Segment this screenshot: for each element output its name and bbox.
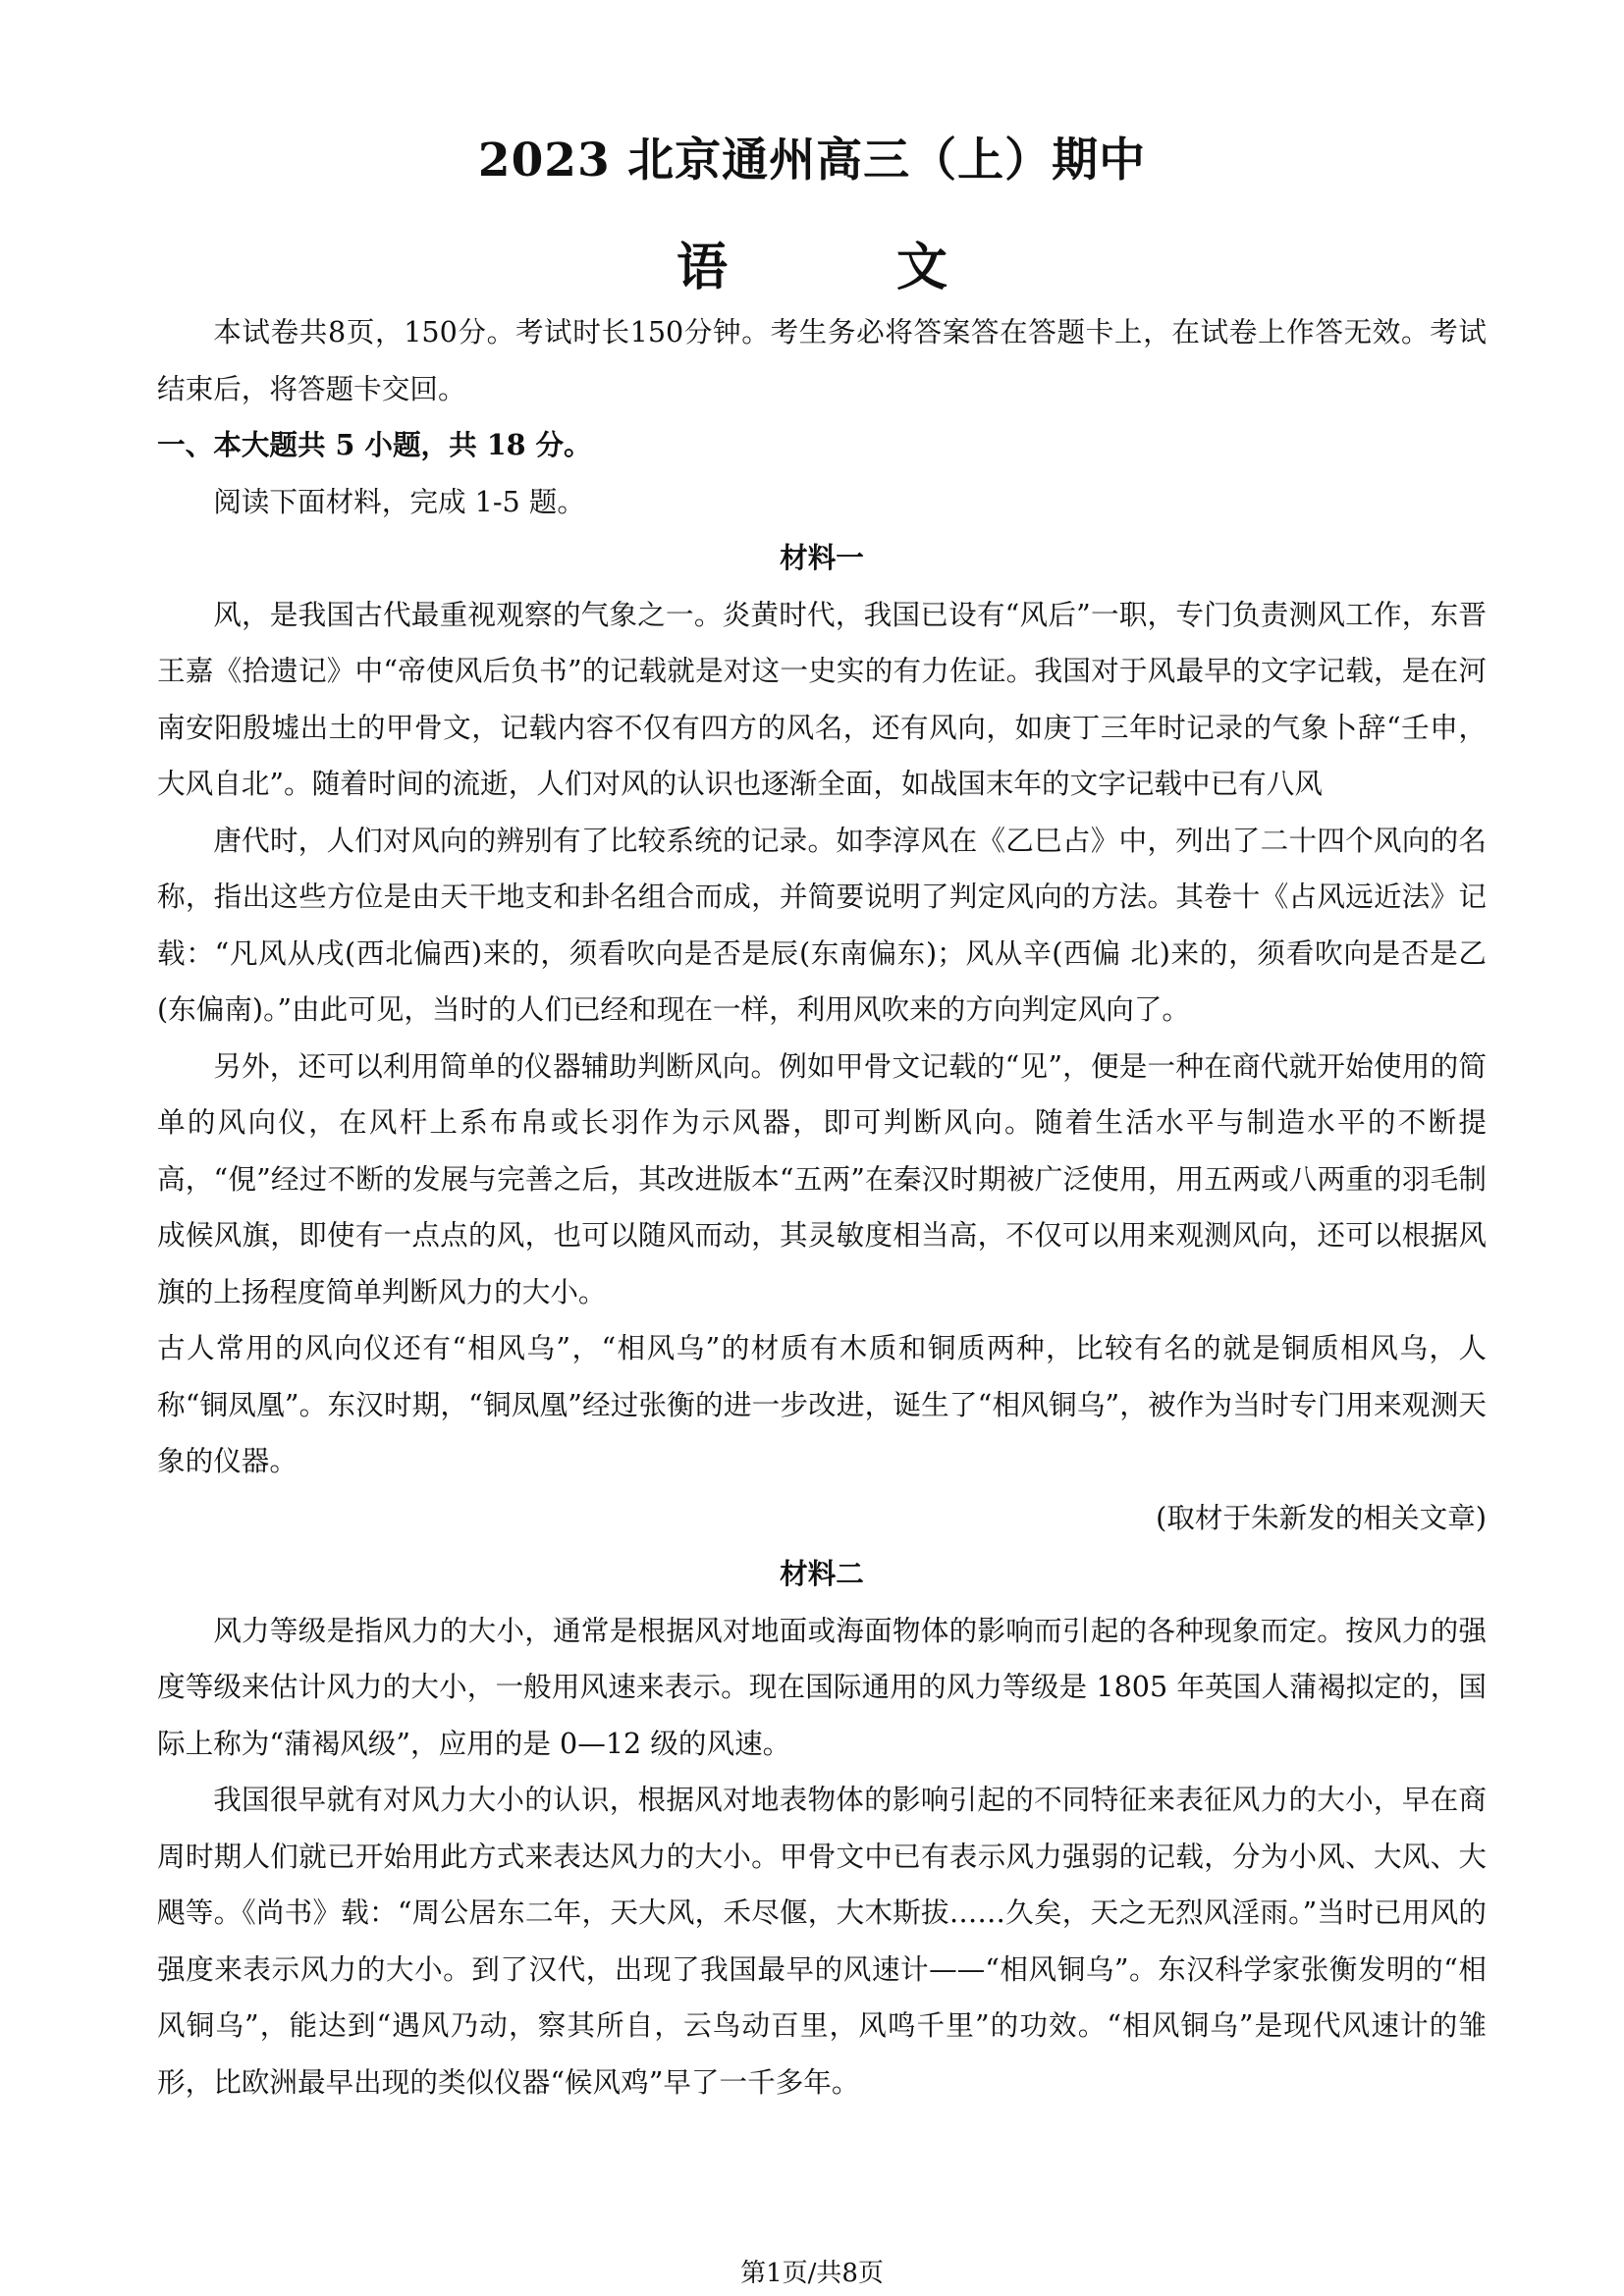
material-2-paragraph: 风力等级是指风力的大小，通常是根据风对地面或海面物体的影响而引起的各种现象而定。按风力的强度等级来估计风力的大小，一般用风速来表示。现在国际通用的风力等级是 1805 年英国人蒲褐拟定的，国际上称为“蒲褐风级”，应用的是 0—12 级的风速。 [157,1613,1487,1760]
material-1-paragraph: 另外，还可以利用简单的仪器辅助判断风向。例如甲骨文记载的“见”，便是一种在商代就开始使用的简单的风向仪，在风杆上系布帛或长羽作为示风器，即可判断风向。随着生活水平与制造水平的不断提高，“俔”经过不断的发展与完善之后，其改进版本“五两”在秦汉时期被广泛使用，用五两或八两重的羽毛制成候风旗，即使有一点点的风，也可以随风而动，其灵敏度相当高，不仅可以用来观测风向，还可以根据风旗的上扬程度简单判断风力的大小。 [157,1048,1487,1308]
instructions: 本试卷共8页，150分。考试时长150分钟。考生务必将答案答在答题卡上，在试卷上作答无效。考试结束后，将答题卡交回。 [157,315,1487,405]
section-heading: 一、本大题共 5 小题，共 18 分。 [157,428,592,461]
exam-body [157,304,1487,2110]
material-1-heading: 材料一 [780,541,864,574]
material-1-paragraph: 古人常用的风向仪还有“相风乌”，“相风乌”的材质有木质和铜质两种，比较有名的就是铜质相风乌，人称“铜凤凰”。东汉时期，“铜凤凰”经过张衡的进一步改进，诞生了“相风铜乌”，被作为当时专门用来观测天象的仪器。 [157,1331,1487,1477]
material-1-source: (取材于朱新发的相关文章) [1156,1500,1487,1534]
subject-title: 语 文 [676,238,1006,297]
exam-title: 2023 北京通州高三（上）期中 [477,133,1147,187]
material-2-heading: 材料二 [780,1557,864,1590]
page-footer: 第1页/共8页 [740,2259,884,2288]
material-1-paragraph: 风，是我国古代最重视观察的气象之一。炎黄时代，我国已设有“风后”一职，专门负责测风工作，东晋王嘉《拾遗记》中“帝使风后负书”的记载就是对这一史实的有力佐证。我国对于风最早的文字记载，是在河南安阳殷墟出土的甲骨文，记载内容不仅有四方的风名，还有风向，如庚丁三年时记录的气象卜辞“壬申，大风自北”。随着时间的流逝，人们对风的认识也逐渐全面，如战国末年的文字记载中已有八风 [157,597,1487,800]
section-prompt: 阅读下面材料，完成 1-5 题。 [213,484,585,518]
material-1-paragraph: 唐代时，人们对风向的辨别有了比较系统的记录。如李淳风在《乙巳占》中，列出了二十四个风向的名称，指出这些方位是由天干地支和卦名组合而成，并简要说明了判定风向的方法。其卷十《占风远近法》记载：“凡风从戌(西北偏西)来的，须看吹向是否是辰(东南偏东)；风从辛(西偏 北)来的，须看吹向是否是乙(东偏南)。”由此可见，当时的人们已经和现在一样，利用风吹来的方向判定风向了。 [157,823,1487,1026]
material-2-paragraph: 我国很早就有对风力大小的认识，根据风对地表物体的影响引起的不同特征来表征风力的大小，早在商周时期人们就已开始用此方式来表达风力的大小。甲骨文中已有表示风力强弱的记载，分为小风、大风、大飓等。《尚书》载：“周公居东二年，天大风，禾尽偃，大木斯拔……久矣，天之无烈风淫雨。”当时已用风的强度来表示风力的大小。到了汉代，出现了我国最早的风速计——“相风铜乌”。东汉科学家张衡发明的“相风铜乌”，能达到“遇风乃动，察其所自，云鸟动百里，风鸣千里”的功效。“相风铜乌”是现代风速计的雏形，比欧洲最早出现的类似仪器“候风鸡”早了一千多年。 [157,1783,1487,2099]
